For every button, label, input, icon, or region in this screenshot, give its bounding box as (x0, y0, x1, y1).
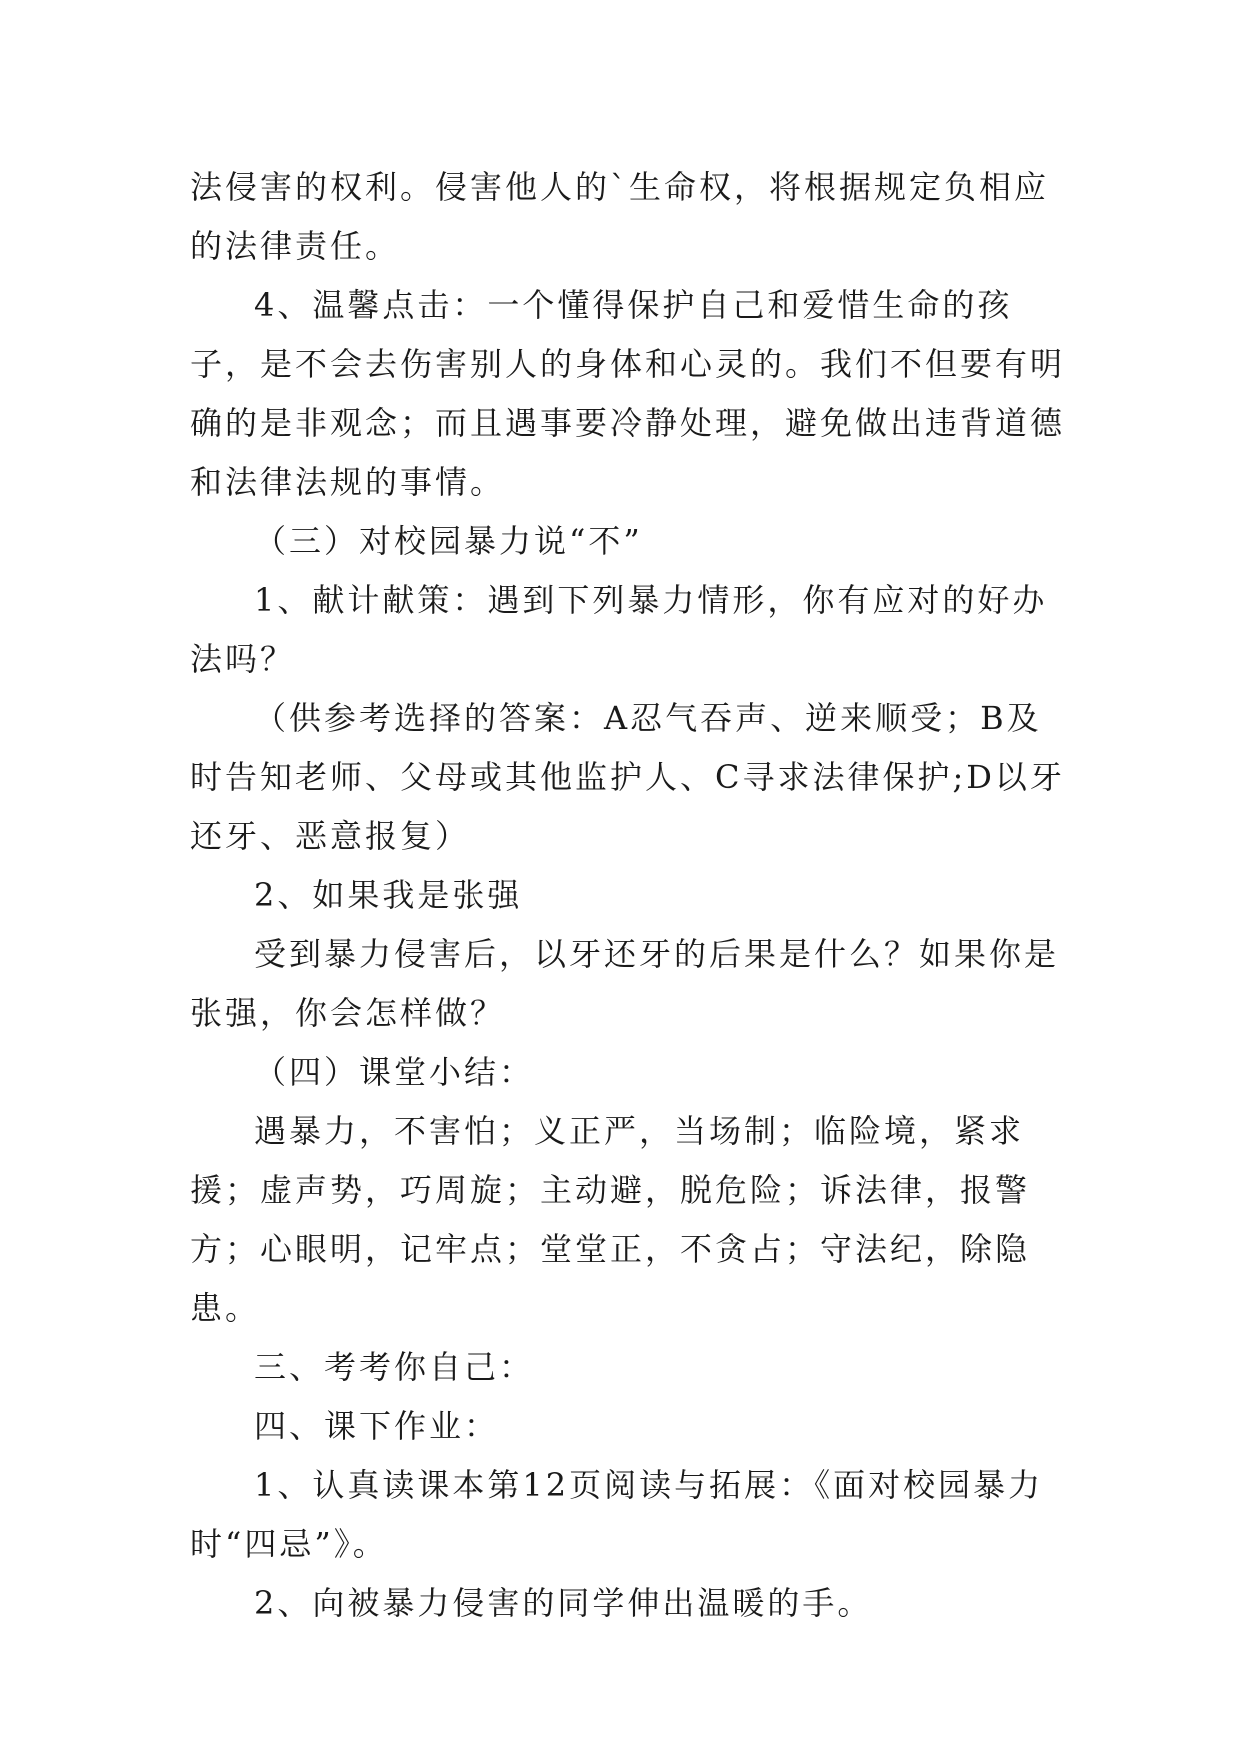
document-body (190, 158, 1065, 1633)
section-heading-say-no: （三）对校园暴力说“不” (254, 522, 643, 560)
paragraph-if-i-were-zhangqiang: 2、如果我是张强 (254, 876, 523, 914)
paragraph-homework-reading: 1、认真读课本第12页阅读与拓展：《面对校园暴力时“四忌”》。 (190, 1466, 1044, 1563)
section-heading-summary: （四）课堂小结： (254, 1053, 535, 1091)
section-heading-self-test: 三、考考你自己： (254, 1348, 535, 1386)
paragraph-suggestions: 1、献计献策：遇到下列暴力情形，你有应对的好办法吗？ (190, 581, 1048, 678)
section-heading-homework: 四、课下作业： (254, 1407, 500, 1445)
paragraph-warm-tip: 4、温馨点击：一个懂得保护自己和爱惜生命的孩子，是不会去伤害别人的身体和心灵的。我们不但要有明确的是非观念；而且遇事要冷静处理，避免做出违背道德和法律法规的事情。 (190, 286, 1066, 501)
paragraph-consequences-question: 受到暴力侵害后，以牙还牙的后果是什么？如果你是张强，你会怎样做？ (190, 935, 1060, 1032)
paragraph-legal-liability: 法侵害的权利。侵害他人的`生命权，将根据规定负相应的法律责任。 (190, 168, 1050, 265)
paragraph-answer-options: （供参考选择的答案：A忍气吞声、逆来顺受；B及时告知老师、父母或其他监护人、C寻求法律保护;D以牙还牙、恶意报复） (190, 699, 1065, 855)
paragraph-homework-help: 2、向被暴力侵害的同学伸出温暖的手。 (254, 1584, 873, 1622)
paragraph-summary-rhyme: 遇暴力，不害怕；义正严，当场制；临险境，紧求援；虚声势，巧周旋；主动避，脱危险；诉法律，报警方；心眼明，记牢点；堂堂正，不贪占；守法纪，除隐患。 (190, 1112, 1031, 1327)
